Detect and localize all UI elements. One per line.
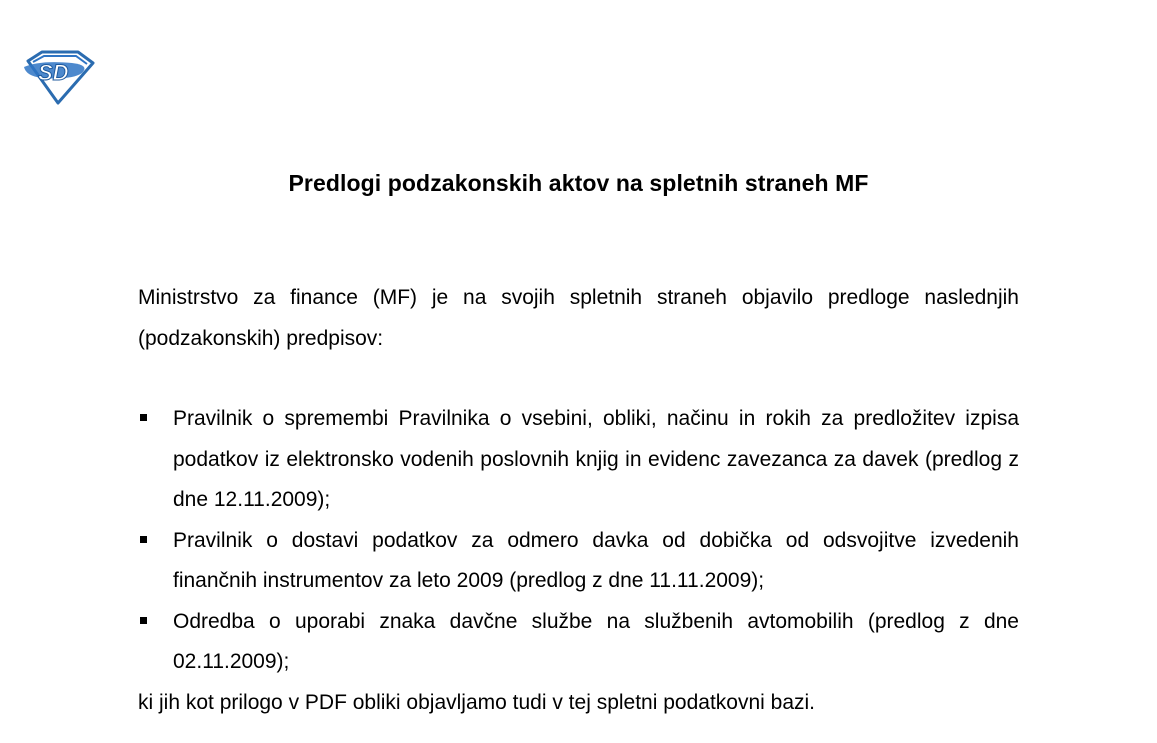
list-item: [138, 602, 1019, 683]
list-item-text: Odredba o uporabi znaka davčne službe na službenih avtomobilih (predlog z dne 02.11.2009);: [173, 609, 1019, 673]
sd-logo: [22, 49, 96, 105]
intro-paragraph: Ministrstvo za finance (MF) je na svojih spletnih straneh objavilo predloge naslednjih (podzakonskih) predpisov:: [138, 286, 1019, 350]
regulation-list: [138, 399, 1019, 683]
list-item-text: Pravilnik o dostavi podatkov za odmero davka od dobička od odsvojitve izvedenih finančnih instrumentov za leto 2009 (predlog z dne 11.11.2009);: [173, 528, 1019, 592]
document-body: [138, 278, 1019, 723]
list-item: [138, 521, 1019, 602]
list-item-text: Pravilnik o spremembi Pravilnika o vsebini, obliki, načinu in rokih za predložitev izpisa podatkov iz elektronsko vodenih poslovnih knjig in evidenc zavezanca za davek (predlog z dne 12.11.2009);: [173, 407, 1019, 511]
square-bullet-icon: [140, 414, 147, 421]
svg-text:SD: SD: [38, 60, 69, 85]
list-item: [138, 399, 1019, 521]
document-title: Predlogi podzakonskih aktov na spletnih straneh MF: [288, 170, 869, 196]
sd-logo-icon: [22, 49, 96, 105]
square-bullet-icon: [140, 617, 147, 624]
closing-paragraph: ki jih kot prilogo v PDF obliki objavljamo tudi v tej spletni podatkovni bazi.: [138, 690, 815, 714]
square-bullet-icon: [140, 536, 147, 543]
